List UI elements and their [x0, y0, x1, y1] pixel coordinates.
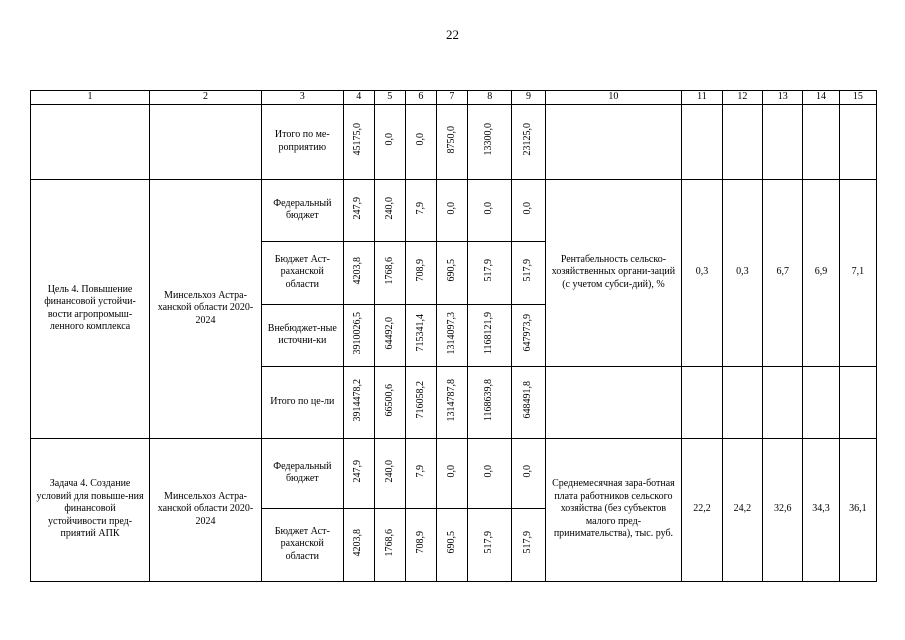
- empty-cell: [722, 366, 762, 438]
- value-text: 0,0: [483, 201, 495, 214]
- funding-source: Бюджет Аст-раханской области: [261, 241, 343, 304]
- col-header: 14: [803, 91, 839, 105]
- value-text: 3914478,2: [352, 378, 364, 421]
- col-header: 11: [682, 91, 722, 105]
- funding-source: Внебюджет-ные источни-ки: [261, 304, 343, 366]
- empty-cell: [682, 366, 722, 438]
- empty-cell: [150, 104, 262, 179]
- value-text: 716058,2: [414, 381, 426, 419]
- executor: Минсельхоз Астра-ханской области 2020-2024: [150, 179, 262, 438]
- value-cell: [436, 438, 467, 508]
- value-text: 247,9: [352, 459, 364, 482]
- target-value: 24,2: [722, 438, 762, 581]
- task-title: Задача 4. Создание условий для повыше-ния финансовой устойчивости пред-приятий АПК: [31, 438, 150, 581]
- value-text: 1168639,8: [483, 378, 495, 421]
- value-text: 247,9: [352, 196, 364, 219]
- col-header: 6: [405, 91, 436, 105]
- target-value: 34,3: [803, 438, 839, 581]
- value-cell: [467, 366, 512, 438]
- value-cell: [343, 179, 374, 241]
- value-cell: [467, 508, 512, 581]
- page-number: 22: [446, 27, 459, 42]
- funding-source: Бюджет Аст-раханской области: [261, 508, 343, 581]
- col-header: 2: [150, 91, 262, 105]
- value-cell: [512, 241, 545, 304]
- col-header: 5: [374, 91, 405, 105]
- value-cell: [436, 508, 467, 581]
- value-cell: [405, 508, 436, 581]
- value-text: 0,0: [522, 201, 534, 214]
- value-text: 0,0: [445, 201, 457, 214]
- empty-cell: [722, 104, 762, 179]
- empty-cell: [839, 366, 876, 438]
- value-text: 0,0: [414, 133, 426, 146]
- value-cell: [512, 104, 545, 179]
- empty-cell: [763, 104, 803, 179]
- value-cell: [467, 438, 512, 508]
- value-text: 1768,6: [383, 256, 395, 284]
- col-header: 4: [343, 91, 374, 105]
- program-table: [30, 90, 877, 582]
- col-header: 12: [722, 91, 762, 105]
- value-cell: [374, 304, 405, 366]
- empty-cell: [839, 104, 876, 179]
- empty-cell: [803, 104, 839, 179]
- value-cell: [405, 179, 436, 241]
- value-cell: [343, 241, 374, 304]
- goal-title: Цель 4. Повышение финансовой устойчи-вости агропромыш-ленного комплекса: [31, 179, 150, 438]
- funding-source: Итого по це-ли: [261, 366, 343, 438]
- header-row: [31, 91, 877, 105]
- value-text: 7,9: [414, 464, 426, 477]
- target-value: 0,3: [682, 179, 722, 366]
- value-cell: [512, 508, 545, 581]
- target-value: 22,2: [682, 438, 722, 581]
- value-cell: [343, 304, 374, 366]
- value-text: 0,0: [483, 464, 495, 477]
- value-text: 647973,9: [522, 314, 534, 352]
- target-value: 0,3: [722, 179, 762, 366]
- value-cell: [374, 241, 405, 304]
- value-text: 1168121,9: [483, 311, 495, 354]
- value-cell: [343, 104, 374, 179]
- empty-cell: [763, 366, 803, 438]
- value-cell: [374, 179, 405, 241]
- value-cell: [374, 366, 405, 438]
- value-text: 66500,6: [383, 383, 395, 416]
- value-cell: [436, 241, 467, 304]
- col-header: 9: [512, 91, 545, 105]
- target-value: 32,6: [763, 438, 803, 581]
- empty-cell: [545, 366, 682, 438]
- table-row: [31, 438, 877, 508]
- value-cell: [343, 438, 374, 508]
- value-text: 240,0: [383, 196, 395, 219]
- value-cell: [343, 366, 374, 438]
- value-text: 0,0: [445, 464, 457, 477]
- value-cell: [467, 104, 512, 179]
- value-cell: [374, 508, 405, 581]
- value-cell: [405, 366, 436, 438]
- table-row: [31, 104, 877, 179]
- target-value: 6,9: [803, 179, 839, 366]
- value-text: 1314787,8: [445, 378, 457, 421]
- value-text: 240,0: [383, 459, 395, 482]
- value-text: 13300,0: [483, 123, 495, 156]
- value-cell: [405, 304, 436, 366]
- value-text: 8750,0: [445, 125, 457, 153]
- value-cell: [467, 179, 512, 241]
- value-cell: [405, 438, 436, 508]
- value-cell: [374, 104, 405, 179]
- value-text: 715341,4: [414, 314, 426, 352]
- indicator: Рентабельность сельско-хозяйственных органи-заций (с учетом субси-дий), %: [545, 179, 682, 366]
- value-cell: [343, 508, 374, 581]
- value-cell: [512, 438, 545, 508]
- funding-source: Итого по ме- роприятию: [261, 104, 343, 179]
- value-cell: [436, 104, 467, 179]
- value-text: 708,9: [414, 259, 426, 282]
- value-text: 0,0: [383, 133, 395, 146]
- value-text: 708,9: [414, 531, 426, 554]
- value-cell: [405, 104, 436, 179]
- value-text: 517,9: [483, 259, 495, 282]
- col-header: 10: [545, 91, 682, 105]
- value-text: 1314097,3: [445, 311, 457, 354]
- indicator: Среднемесячная зара-ботная плата работников сельского хозяйства (без субъектов малого пред-принимательства), тыс. руб.: [545, 438, 682, 581]
- col-header: 15: [839, 91, 876, 105]
- value-text: 45175,0: [352, 123, 364, 156]
- value-text: 648491,8: [522, 381, 534, 419]
- table-row: [31, 179, 877, 241]
- col-header: 7: [436, 91, 467, 105]
- funding-source: Федеральный бюджет: [261, 179, 343, 241]
- target-value: 7,1: [839, 179, 876, 366]
- value-cell: [467, 304, 512, 366]
- value-cell: [405, 241, 436, 304]
- value-text: 690,5: [445, 531, 457, 554]
- col-header: 13: [763, 91, 803, 105]
- value-cell: [512, 366, 545, 438]
- value-cell: [436, 179, 467, 241]
- value-text: 4203,8: [352, 528, 364, 556]
- value-text: 7,9: [414, 201, 426, 214]
- value-text: 4203,8: [352, 256, 364, 284]
- value-text: 0,0: [522, 464, 534, 477]
- empty-cell: [803, 366, 839, 438]
- value-text: 517,9: [522, 531, 534, 554]
- empty-cell: [682, 104, 722, 179]
- value-text: 517,9: [483, 531, 495, 554]
- target-value: 36,1: [839, 438, 876, 581]
- value-text: 1768,6: [383, 528, 395, 556]
- value-cell: [512, 179, 545, 241]
- executor: Минсельхоз Астра-ханской области 2020-2024: [150, 438, 262, 581]
- col-header: 8: [467, 91, 512, 105]
- value-cell: [374, 438, 405, 508]
- value-cell: [436, 304, 467, 366]
- funding-source: Федеральный бюджет: [261, 438, 343, 508]
- value-cell: [512, 304, 545, 366]
- empty-cell: [31, 104, 150, 179]
- value-text: 517,9: [522, 259, 534, 282]
- value-text: 3910026,5: [352, 311, 364, 354]
- value-cell: [467, 241, 512, 304]
- col-header: 1: [31, 91, 150, 105]
- value-text: 64492,0: [383, 316, 395, 349]
- empty-cell: [545, 104, 682, 179]
- value-text: 23125,0: [522, 123, 534, 156]
- target-value: 6,7: [763, 179, 803, 366]
- col-header: 3: [261, 91, 343, 105]
- value-cell: [436, 366, 467, 438]
- value-text: 690,5: [445, 259, 457, 282]
